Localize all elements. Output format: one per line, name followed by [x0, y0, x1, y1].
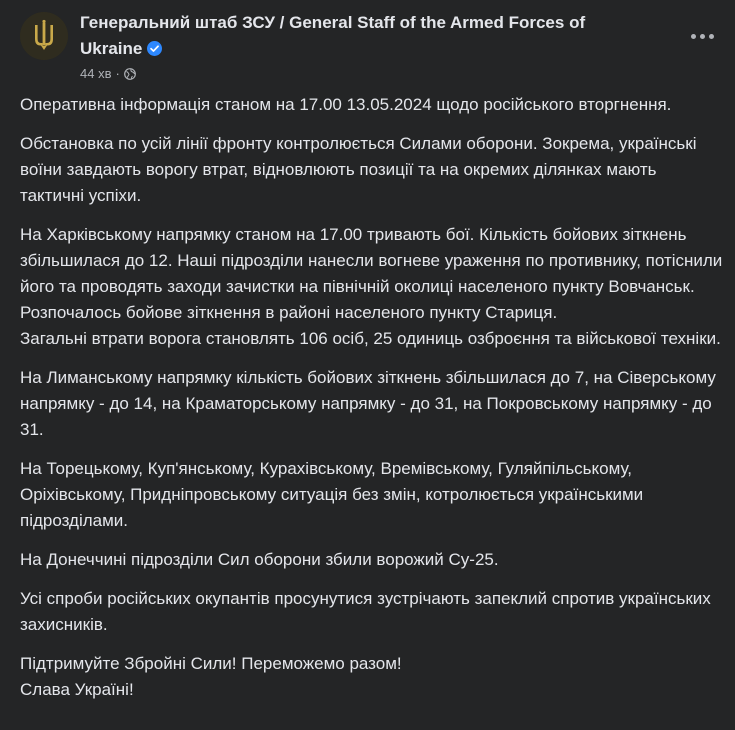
post-paragraph-line: На Лиманському напрямку кількість бойових зіткнень збільшилася до 7, на Сіверському напрямку - до 14, на Краматорському напрямку - до 31, на Покровському напрямку - до 31.	[20, 368, 716, 439]
post-text	[20, 92, 725, 716]
post-paragraph-line: Усі спроби російських окупантів просунутися зустрічають запеклий спротив українських захисників.	[20, 589, 711, 634]
more-dot-1	[691, 34, 696, 39]
post-timestamp[interactable]: 44 хв	[80, 66, 112, 81]
more-dot-2	[700, 34, 705, 39]
page-name[interactable]: Генеральний штаб ЗСУ / General Staff of the Armed Forces of Ukraine	[80, 13, 586, 58]
post-paragraph	[20, 92, 725, 118]
post-paragraph-line: Оперативна інформація станом на 17.00 13.05.2024 щодо російського вторгнення.	[20, 95, 672, 114]
globe-icon[interactable]	[124, 68, 136, 80]
page-name-link[interactable]	[80, 10, 640, 62]
post-paragraph	[20, 651, 725, 703]
post-paragraph-line: Обстановка по усій лінії фронту контролюється Силами оборони. Зокрема, українські воїни завдають ворогу втрат, відновлюють позиції та на окремих ділянках мають тактичні успіхи.	[20, 134, 697, 205]
post-paragraph	[20, 222, 725, 352]
post-paragraph-line: Підтримуйте Збройні Сили! Переможемо разом!	[20, 654, 402, 673]
post-paragraph-line: На Донеччині підрозділи Сил оборони збили ворожий Су-25.	[20, 550, 499, 569]
page-avatar[interactable]	[20, 12, 68, 60]
post-paragraph-line: Загальні втрати ворога становлять 106 осіб, 25 одиниць озброєння та військової техніки.	[20, 329, 721, 348]
more-options-button[interactable]	[684, 18, 720, 54]
post-paragraph-line: Слава Україні!	[20, 680, 134, 699]
post-paragraph	[20, 547, 725, 573]
post-paragraph	[20, 586, 725, 638]
post-paragraph	[20, 131, 725, 209]
trident-emblem-icon	[20, 12, 68, 60]
post-title-block	[80, 10, 640, 81]
post-header	[20, 10, 720, 82]
post-paragraph-line: Розпочалось бойове зіткнення в районі населеного пункту Стариця.	[20, 303, 558, 322]
post-paragraph-line: На Торецькому, Куп'янському, Курахівському, Времівському, Гуляйпільському, Оріхівському, Придніпровському ситуація без змін, котролюється українськими підрозділами.	[20, 459, 644, 530]
post-paragraph	[20, 456, 725, 534]
meta-separator: ·	[115, 66, 120, 81]
more-dot-3	[709, 34, 714, 39]
post-paragraph	[20, 365, 725, 443]
post-meta	[80, 66, 640, 81]
verified-badge-icon	[147, 41, 162, 56]
post-paragraph-line: На Харківському напрямку станом на 17.00 тривають бої. Кількість бойових зіткнень збільшилася до 12. Наші підрозділи нанесли вогневе ураження по противнику, потіснили його та проводять заходи зачистки на північній околиці населеного пункту Вовчанськ.	[20, 225, 723, 296]
